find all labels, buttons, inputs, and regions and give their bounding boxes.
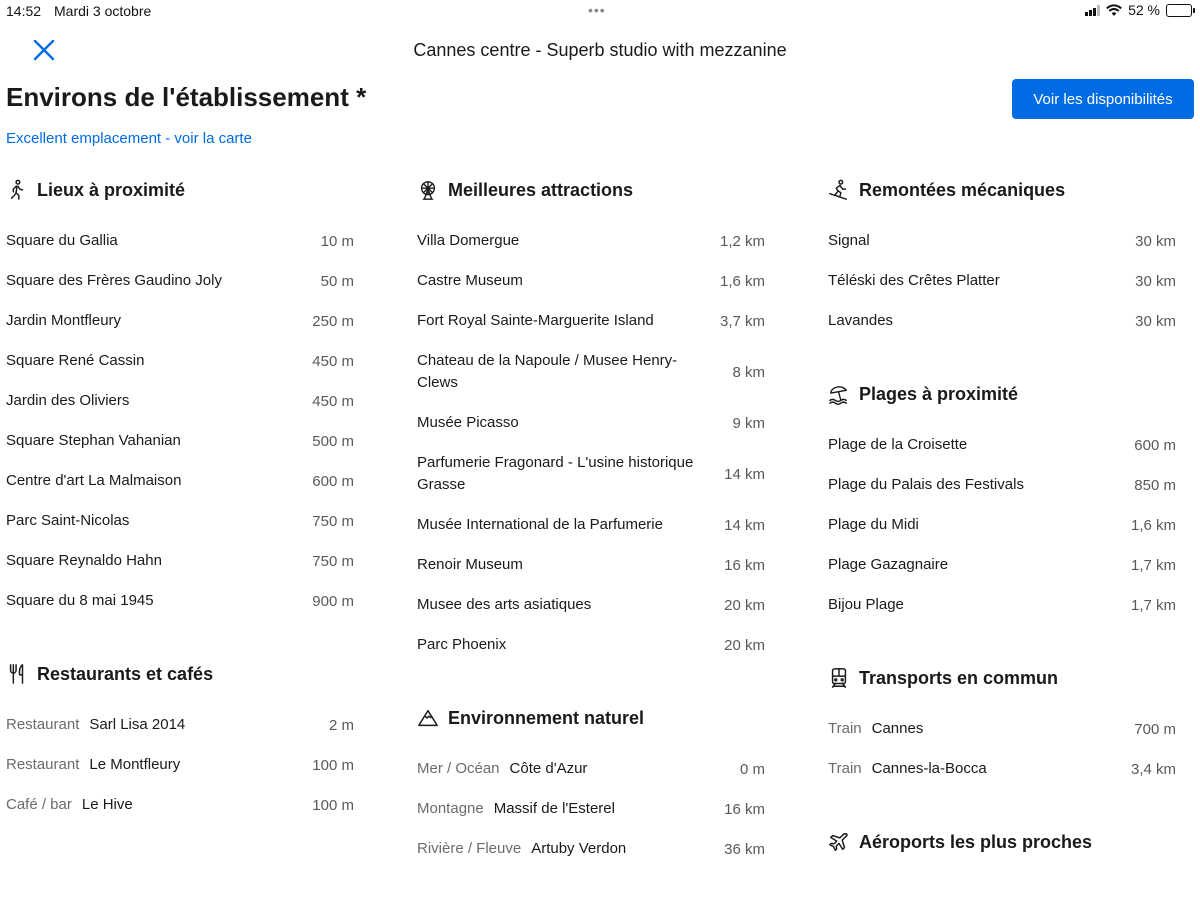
place-distance: 14 km: [724, 516, 765, 534]
place-name: Téléski des Crêtes Platter: [828, 272, 1000, 289]
place-name: Parc Phoenix: [417, 636, 507, 653]
place-distance: 30 km: [1135, 312, 1176, 330]
place-distance: 2 m: [328, 716, 354, 734]
place-name: [6, 794, 133, 816]
restaurants-list: [6, 705, 354, 825]
section-airports-title: Aéroports les plus proches: [859, 831, 1093, 852]
section-attractions-title: Meilleures attractions: [448, 179, 634, 200]
place-name-text: Cannes-la-Bocca: [871, 760, 987, 777]
battery-icon: [1166, 4, 1192, 17]
section-beaches-title: Plages à proximité: [859, 383, 1019, 404]
list-item: [417, 505, 765, 545]
place-distance: 16 km: [724, 556, 765, 574]
list-item: [417, 789, 765, 829]
place-name: Square du 8 mai 1945: [6, 592, 154, 609]
place-name: Musee des arts asiatiques: [417, 596, 592, 613]
place-name: Castre Museum: [417, 272, 523, 289]
place-name: Lavandes: [828, 312, 894, 329]
list-item: [6, 381, 354, 421]
place-name: [828, 758, 987, 780]
place-distance: 1,6 km: [719, 272, 765, 290]
list-item: [417, 829, 765, 869]
place-distance: 750 m: [312, 512, 354, 530]
place-name-text: Sarl Lisa 2014: [89, 716, 186, 733]
place-name: [417, 798, 615, 820]
place-distance: 500 m: [312, 432, 354, 450]
attractions-list: [417, 221, 765, 665]
place-distance: 900 m: [312, 592, 354, 610]
list-item: [417, 341, 765, 403]
section-attractions-header: [417, 170, 765, 210]
section-nearby-title: Lieux à proximité: [37, 179, 186, 200]
list-item: [6, 461, 354, 501]
list-item: [417, 625, 765, 665]
list-item: [828, 505, 1176, 545]
place-name: Square des Frères Gaudino Joly: [6, 272, 222, 289]
list-item: [6, 421, 354, 461]
place-category: Restaurant: [6, 716, 80, 733]
header-title: Cannes centre - Superb studio with mezzanine: [413, 40, 787, 60]
place-name: [417, 838, 626, 860]
place-distance: 3,4 km: [1130, 760, 1176, 778]
list-item: [417, 261, 765, 301]
list-item: [828, 425, 1176, 465]
place-name: Parc Saint-Nicolas: [6, 512, 130, 529]
place-distance: 1,7 km: [1130, 556, 1176, 574]
place-category: Montagne: [417, 800, 484, 817]
multitasking-dots-icon[interactable]: •••: [588, 2, 606, 18]
place-category: Mer / Océan: [417, 760, 500, 777]
place-category: Train: [828, 760, 862, 777]
place-distance: 1,6 km: [1130, 516, 1176, 534]
place-category: Rivière / Fleuve: [417, 840, 522, 857]
place-distance: 450 m: [312, 392, 354, 410]
place-distance: 30 km: [1135, 272, 1176, 290]
place-name-text: Cannes: [871, 720, 924, 737]
place-name: Square Reynaldo Hahn: [6, 552, 162, 569]
ski-lifts-list: [828, 221, 1176, 341]
place-name-text: Massif de l'Esterel: [493, 800, 615, 817]
section-transport-title: Transports en commun: [859, 667, 1059, 688]
list-item: [828, 709, 1176, 749]
place-distance: 700 m: [1134, 720, 1176, 738]
place-name: Plage Gazagnaire: [828, 556, 949, 573]
place-name: [6, 714, 185, 736]
place-name: Musée International de la Parfumerie: [417, 516, 663, 533]
place-category: Café / bar: [6, 796, 72, 813]
list-item: [828, 221, 1176, 261]
column-right: [828, 170, 1176, 862]
page-title: Environs de l'établissement *: [6, 82, 367, 112]
place-category: Train: [828, 720, 862, 737]
wifi-icon: [1106, 4, 1122, 17]
list-item: [828, 465, 1176, 505]
column-middle: [417, 170, 765, 869]
beaches-list: [828, 425, 1176, 625]
mountain-icon: [417, 707, 439, 729]
section-restaurants-title: Restaurants et cafés: [37, 663, 214, 684]
list-item: [828, 301, 1176, 341]
list-item: [6, 501, 354, 541]
list-item: [6, 745, 354, 785]
skier-icon: [828, 179, 850, 201]
place-name-text: Le Montfleury: [89, 756, 181, 773]
place-name: Jardin Montfleury: [6, 312, 122, 329]
list-item: [828, 585, 1176, 625]
nearby-list: [6, 221, 354, 621]
place-distance: 50 m: [320, 272, 354, 290]
section-restaurants-header: [6, 654, 354, 694]
list-item: [417, 545, 765, 585]
place-distance: 250 m: [312, 312, 354, 330]
place-name: Plage de la Croisette: [828, 436, 968, 453]
list-item: [417, 301, 765, 341]
place-distance: 30 km: [1135, 232, 1176, 250]
place-distance: 14 km: [724, 465, 765, 483]
place-distance: 10 m: [320, 232, 354, 250]
place-distance: 100 m: [312, 756, 354, 774]
place-distance: 600 m: [1134, 436, 1176, 454]
place-name: Parfumerie Fragonard - L'usine historique Grasse: [417, 454, 694, 493]
section-nearby-header: [6, 170, 354, 210]
section-nature-header: [417, 698, 765, 738]
transport-list: [828, 709, 1176, 789]
place-distance: 600 m: [312, 472, 354, 490]
place-name: Square René Cassin: [6, 352, 145, 369]
list-item: [828, 261, 1176, 301]
section-transport-header: [828, 658, 1176, 698]
place-name-text: Le Hive: [81, 796, 133, 813]
place-name: Fort Royal Sainte-Marguerite Island: [417, 312, 654, 329]
list-item: [417, 403, 765, 443]
list-item: [6, 705, 354, 745]
section-ski-lifts-title: Remontées mécaniques: [859, 179, 1066, 200]
ferris-wheel-icon: [417, 179, 439, 201]
place-distance: 0 m: [739, 760, 765, 778]
status-indicators: [1085, 2, 1192, 18]
place-distance: 20 km: [724, 636, 765, 654]
place-name-text: Côte d'Azur: [509, 760, 588, 777]
place-name: Signal: [828, 232, 870, 249]
place-category: Restaurant: [6, 756, 80, 773]
walking-person-icon: [6, 179, 28, 201]
place-name: [6, 754, 180, 776]
fork-knife-icon: [6, 663, 28, 685]
section-ski-lifts-header: [828, 170, 1176, 210]
availability-button[interactable]: Voir les disponibilités: [1012, 79, 1194, 119]
train-icon: [828, 667, 850, 689]
list-item: [417, 585, 765, 625]
list-item: [417, 221, 765, 261]
place-distance: 850 m: [1134, 476, 1176, 494]
status-date: Mardi 3 octobre: [54, 3, 152, 19]
place-name: Musée Picasso: [417, 414, 519, 431]
list-item: [6, 341, 354, 381]
section-nature-title: Environnement naturel: [448, 707, 645, 728]
battery-percent: 52 %: [1128, 2, 1160, 18]
place-distance: 100 m: [312, 796, 354, 814]
list-item: [6, 541, 354, 581]
list-item: [417, 749, 765, 789]
status-time: 14:52: [6, 3, 42, 19]
place-name: Plage du Palais des Festivals: [828, 476, 1024, 493]
place-name: Villa Domergue: [417, 232, 520, 249]
place-name: Plage du Midi: [828, 516, 919, 533]
place-distance: 450 m: [312, 352, 354, 370]
column-left: [6, 170, 354, 825]
cellular-signal-icon: [1085, 5, 1100, 16]
list-item: [6, 221, 354, 261]
place-distance: 750 m: [312, 552, 354, 570]
list-item: [6, 301, 354, 341]
place-distance: 1,7 km: [1130, 596, 1176, 614]
list-item: [6, 261, 354, 301]
section-beaches-header: [828, 374, 1176, 414]
place-name-text: Artuby Verdon: [531, 840, 627, 857]
map-link[interactable]: Excellent emplacement - voir la carte: [6, 130, 252, 147]
beach-umbrella-icon: [828, 383, 850, 405]
place-distance: 8 km: [732, 363, 765, 381]
nature-list: [417, 749, 765, 869]
place-name: Square du Gallia: [6, 232, 118, 249]
place-name: Renoir Museum: [417, 556, 523, 573]
place-name: Centre d'art La Malmaison: [6, 472, 182, 489]
place-distance: 1,2 km: [719, 232, 765, 250]
place-distance: 36 km: [724, 840, 765, 858]
place-distance: 9 km: [732, 414, 765, 432]
section-airports-header: [828, 822, 1176, 862]
list-item: [828, 749, 1176, 789]
place-name: [828, 718, 923, 740]
list-item: [6, 581, 354, 621]
place-name: Square Stephan Vahanian: [6, 432, 181, 449]
place-distance: 3,7 km: [719, 312, 765, 330]
place-name: [417, 758, 587, 780]
place-distance: 20 km: [724, 596, 765, 614]
list-item: [6, 785, 354, 825]
place-name: Bijou Plage: [828, 596, 904, 613]
airplane-icon: [828, 831, 850, 853]
place-name: Chateau de la Napoule / Musee Henry-Clews: [417, 352, 678, 391]
place-name: Jardin des Oliviers: [6, 392, 130, 409]
place-distance: 16 km: [724, 800, 765, 818]
list-item: [828, 545, 1176, 585]
list-item: [417, 443, 765, 505]
status-bar: [0, 0, 1200, 24]
